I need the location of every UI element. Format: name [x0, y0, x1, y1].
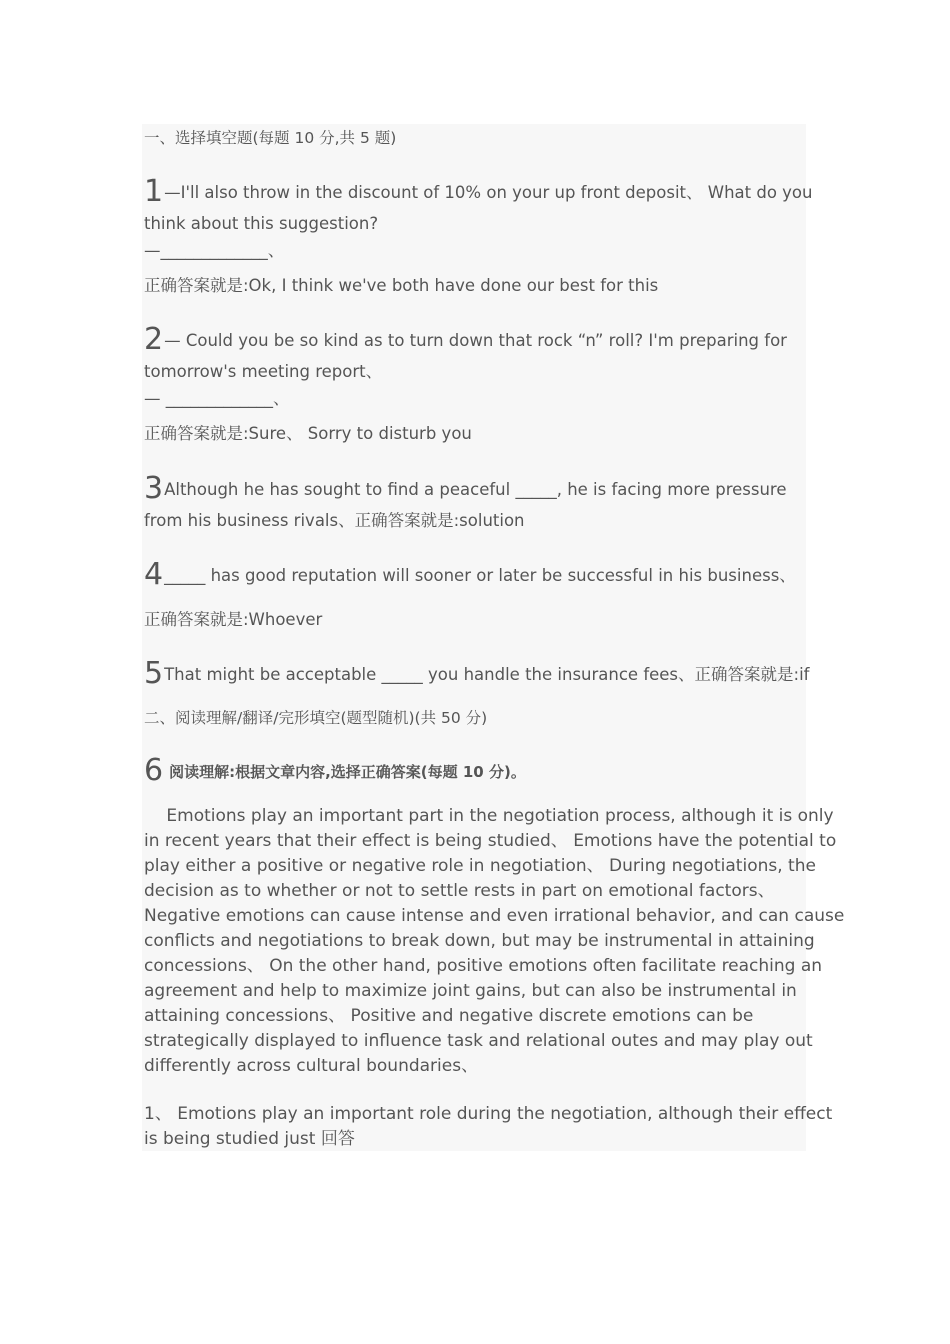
sub-question-1: [144, 1102, 832, 1152]
question-3-line2: from his business rivals、正确答案就是:solution: [144, 511, 525, 530]
question-3-number: 3: [144, 471, 164, 506]
question-4-answer: 正确答案就是:Whoever: [144, 610, 323, 629]
question-2-number: 2: [144, 322, 164, 357]
passage-line: agreement and help to maximize joint gains, but can also be instrumental in: [144, 981, 797, 1001]
question-2-answer: 正确答案就是:Sure、 Sorry to disturb you: [144, 424, 472, 443]
sub-question-line: is being studied just 回答: [144, 1129, 355, 1149]
question-4-line1: 4_____ has good reputation will sooner or later be successful in his business、: [144, 557, 796, 592]
passage-line: decision as to whether or not to settle rests in part on emotional factors、: [144, 881, 775, 901]
passage-line: Negative emotions can cause intense and even irrational behavior, and can cause: [144, 906, 845, 926]
question-1-number: 1: [144, 174, 164, 209]
question-5-number: 5: [144, 656, 164, 691]
question-1-blank: —_____________、: [144, 241, 285, 260]
question-2-line2: tomorrow's meeting report、: [144, 362, 383, 381]
passage-line: play either a positive or negative role in negotiation、 During negotiations, the: [144, 856, 816, 876]
section1-header: 一、选择填空题(每题 10 分,共 5 题): [144, 129, 397, 147]
question-5-line1: 5That might be acceptable _____ you handle the insurance fees、正确答案就是:if: [144, 656, 810, 691]
passage-line: Emotions play an important part in the negotiation process, although it is only: [144, 806, 834, 826]
reading-passage: [144, 804, 844, 1079]
sub-question-line: 1、 Emotions play an important role during the negotiation, although their effect: [144, 1104, 833, 1124]
question-2-blank: — _____________、: [144, 389, 290, 408]
passage-line: conflicts and negotiations to break down, but may be instrumental in attaining: [144, 931, 815, 951]
passage-line: concessions、 On the other hand, positive emotions often facilitate reaching an: [144, 956, 823, 976]
question-2-line1: 2— Could you be so kind as to turn down that rock “n” roll? I'm preparing for: [144, 322, 787, 357]
question-6-number: 6: [144, 753, 164, 788]
section2-header: 二、阅读理解/翻译/完形填空(题型随机)(共 50 分): [144, 709, 488, 727]
question-4-number: 4: [144, 557, 164, 592]
question-6-title: 6 阅读理解:根据文章内容,选择正确答案(每题 10 分)。: [144, 753, 526, 788]
question-1-answer: 正确答案就是:Ok, I think we've both have done our best for this: [144, 276, 659, 295]
passage-line: strategically displayed to influence task and relational outes and may play out: [144, 1031, 813, 1051]
passage-line: differently across cultural boundaries、: [144, 1056, 479, 1076]
passage-line: attaining concessions、 Positive and negative discrete emotions can be: [144, 1006, 754, 1026]
question-3-line1: 3Although he has sought to find a peaceful _____, he is facing more pressure: [144, 471, 787, 506]
passage-line: in recent years that their effect is being studied、 Emotions have the potential to: [144, 831, 837, 851]
question-1-line2: think about this suggestion?: [144, 214, 379, 233]
question-1-line1: 1—I'll also throw in the discount of 10% on your up front deposit、 What do you: [144, 174, 813, 209]
